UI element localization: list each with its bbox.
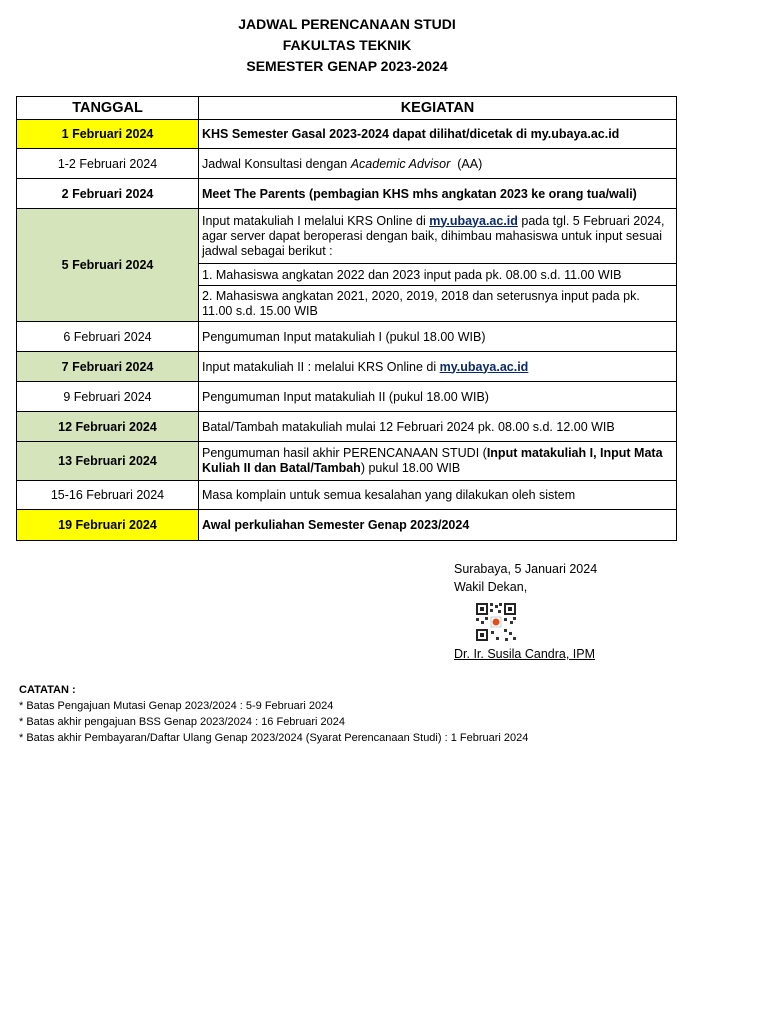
- table-row: [17, 510, 677, 541]
- krs-link[interactable]: my.ubaya.ac.id: [429, 213, 518, 228]
- activity-text: Input matakuliah I melalui KRS Online di: [202, 213, 430, 228]
- note-item: * Batas akhir Pembayaran/Daftar Ulang Genap 2023/2024 (Syarat Perencanaan Studi) : 1 Februari 2024: [19, 732, 529, 744]
- activity-cell: KHS Semester Gasal 2023-2024 dapat dilihat/dicetak di my.ubaya.ac.id: [199, 120, 677, 149]
- activity-cell: [199, 352, 677, 382]
- table-row: [17, 149, 677, 179]
- date-cell: 9 Februari 2024: [17, 382, 199, 412]
- signature-role: Wakil Dekan,: [454, 580, 528, 594]
- activity-text: (AA): [450, 156, 483, 171]
- signature-place-date: Surabaya, 5 Januari 2024: [454, 562, 598, 576]
- notes-heading: CATATAN :: [19, 684, 76, 696]
- activity-cell: Meet The Parents (pembagian KHS mhs angkatan 2023 ke orang tua/wali): [199, 179, 677, 209]
- activity-italic: Academic Advisor: [350, 156, 451, 171]
- date-cell: 7 Februari 2024: [17, 352, 199, 382]
- table-row: [17, 209, 677, 264]
- activity-bold: Input matakuliah I, Input Mata Kuliah II dan Batal/Tambah: [202, 446, 663, 475]
- activity-cell: Masa komplain untuk semua kesalahan yang dilakukan oleh sistem: [199, 481, 677, 510]
- date-cell: 2 Februari 2024: [17, 179, 199, 209]
- activity-cell: [199, 442, 677, 481]
- signature-block: [454, 560, 597, 596]
- activity-text: ) pukul 18.00 WIB: [360, 461, 461, 475]
- date-cell: 1-2 Februari 2024: [17, 149, 199, 179]
- table-header-row: [17, 97, 677, 120]
- activity-cell: Pengumuman Input matakuliah II (pukul 18.00 WIB): [199, 382, 677, 412]
- table-row: [17, 120, 677, 149]
- note-item: * Batas akhir pengajuan BSS Genap 2023/2024 : 16 Februari 2024: [19, 716, 345, 728]
- table-row: [17, 179, 677, 209]
- title-line-2: FAKULTAS TEKNIK: [282, 37, 412, 53]
- column-header-activity: KEGIATAN: [199, 97, 677, 120]
- schedule-table: [16, 96, 677, 541]
- title-line-1: JADWAL PERENCANAAN STUDI: [238, 16, 456, 32]
- date-cell: 1 Februari 2024: [17, 120, 199, 149]
- activity-cell: Batal/Tambah matakuliah mulai 12 Februari 2024 pk. 08.00 s.d. 12.00 WIB: [199, 412, 677, 442]
- note-item: * Batas Pengajuan Mutasi Genap 2023/2024 : 5-9 Februari 2024: [19, 700, 334, 712]
- date-cell: 6 Februari 2024: [17, 322, 199, 352]
- table-row: [17, 382, 677, 412]
- table-row: [17, 322, 677, 352]
- table-row: [17, 412, 677, 442]
- date-cell: 5 Februari 2024: [17, 209, 199, 322]
- column-header-date: TANGGAL: [17, 97, 199, 120]
- activity-text: Input matakuliah II : melalui KRS Online di: [202, 359, 440, 374]
- signer-name: Dr. Ir. Susila Candra, IPM: [454, 647, 596, 661]
- activity-cell: [199, 209, 677, 264]
- activity-subitem: 2. Mahasiswa angkatan 2021, 2020, 2019, 2018 dan seterusnya input pada pk. 11.00 s.d. 15.00 WIB: [199, 286, 677, 322]
- date-cell: 12 Februari 2024: [17, 412, 199, 442]
- activity-cell: Awal perkuliahan Semester Genap 2023/2024: [199, 510, 677, 541]
- activity-cell: [199, 149, 677, 179]
- notes-section: [19, 682, 528, 746]
- activity-subitem: 1. Mahasiswa angkatan 2022 dan 2023 input pada pk. 08.00 s.d. 11.00 WIB: [199, 264, 677, 286]
- activity-text: pada tgl. 5 Februari 2024, agar server dapat beroperasi dengan baik, dihimbau mahasiswa untuk input sesuai jadwal sebagai berikut :: [202, 213, 665, 258]
- table-row: [17, 481, 677, 510]
- date-cell: 19 Februari 2024: [17, 510, 199, 541]
- table-row: [17, 352, 677, 382]
- activity-text: Pengumuman hasil akhir PERENCANAAN STUDI (: [202, 446, 487, 460]
- table-row: [17, 442, 677, 481]
- date-cell: 13 Februari 2024: [17, 442, 199, 481]
- activity-cell: Pengumuman Input matakuliah I (pukul 18.00 WIB): [199, 322, 677, 352]
- qr-code-icon: [474, 601, 518, 643]
- document-title: [160, 14, 534, 77]
- krs-link[interactable]: my.ubaya.ac.id: [439, 359, 529, 374]
- date-cell: 15-16 Februari 2024: [17, 481, 199, 510]
- activity-text: Jadwal Konsultasi dengan: [202, 156, 351, 171]
- title-line-3: SEMESTER GENAP 2023-2024: [246, 58, 448, 74]
